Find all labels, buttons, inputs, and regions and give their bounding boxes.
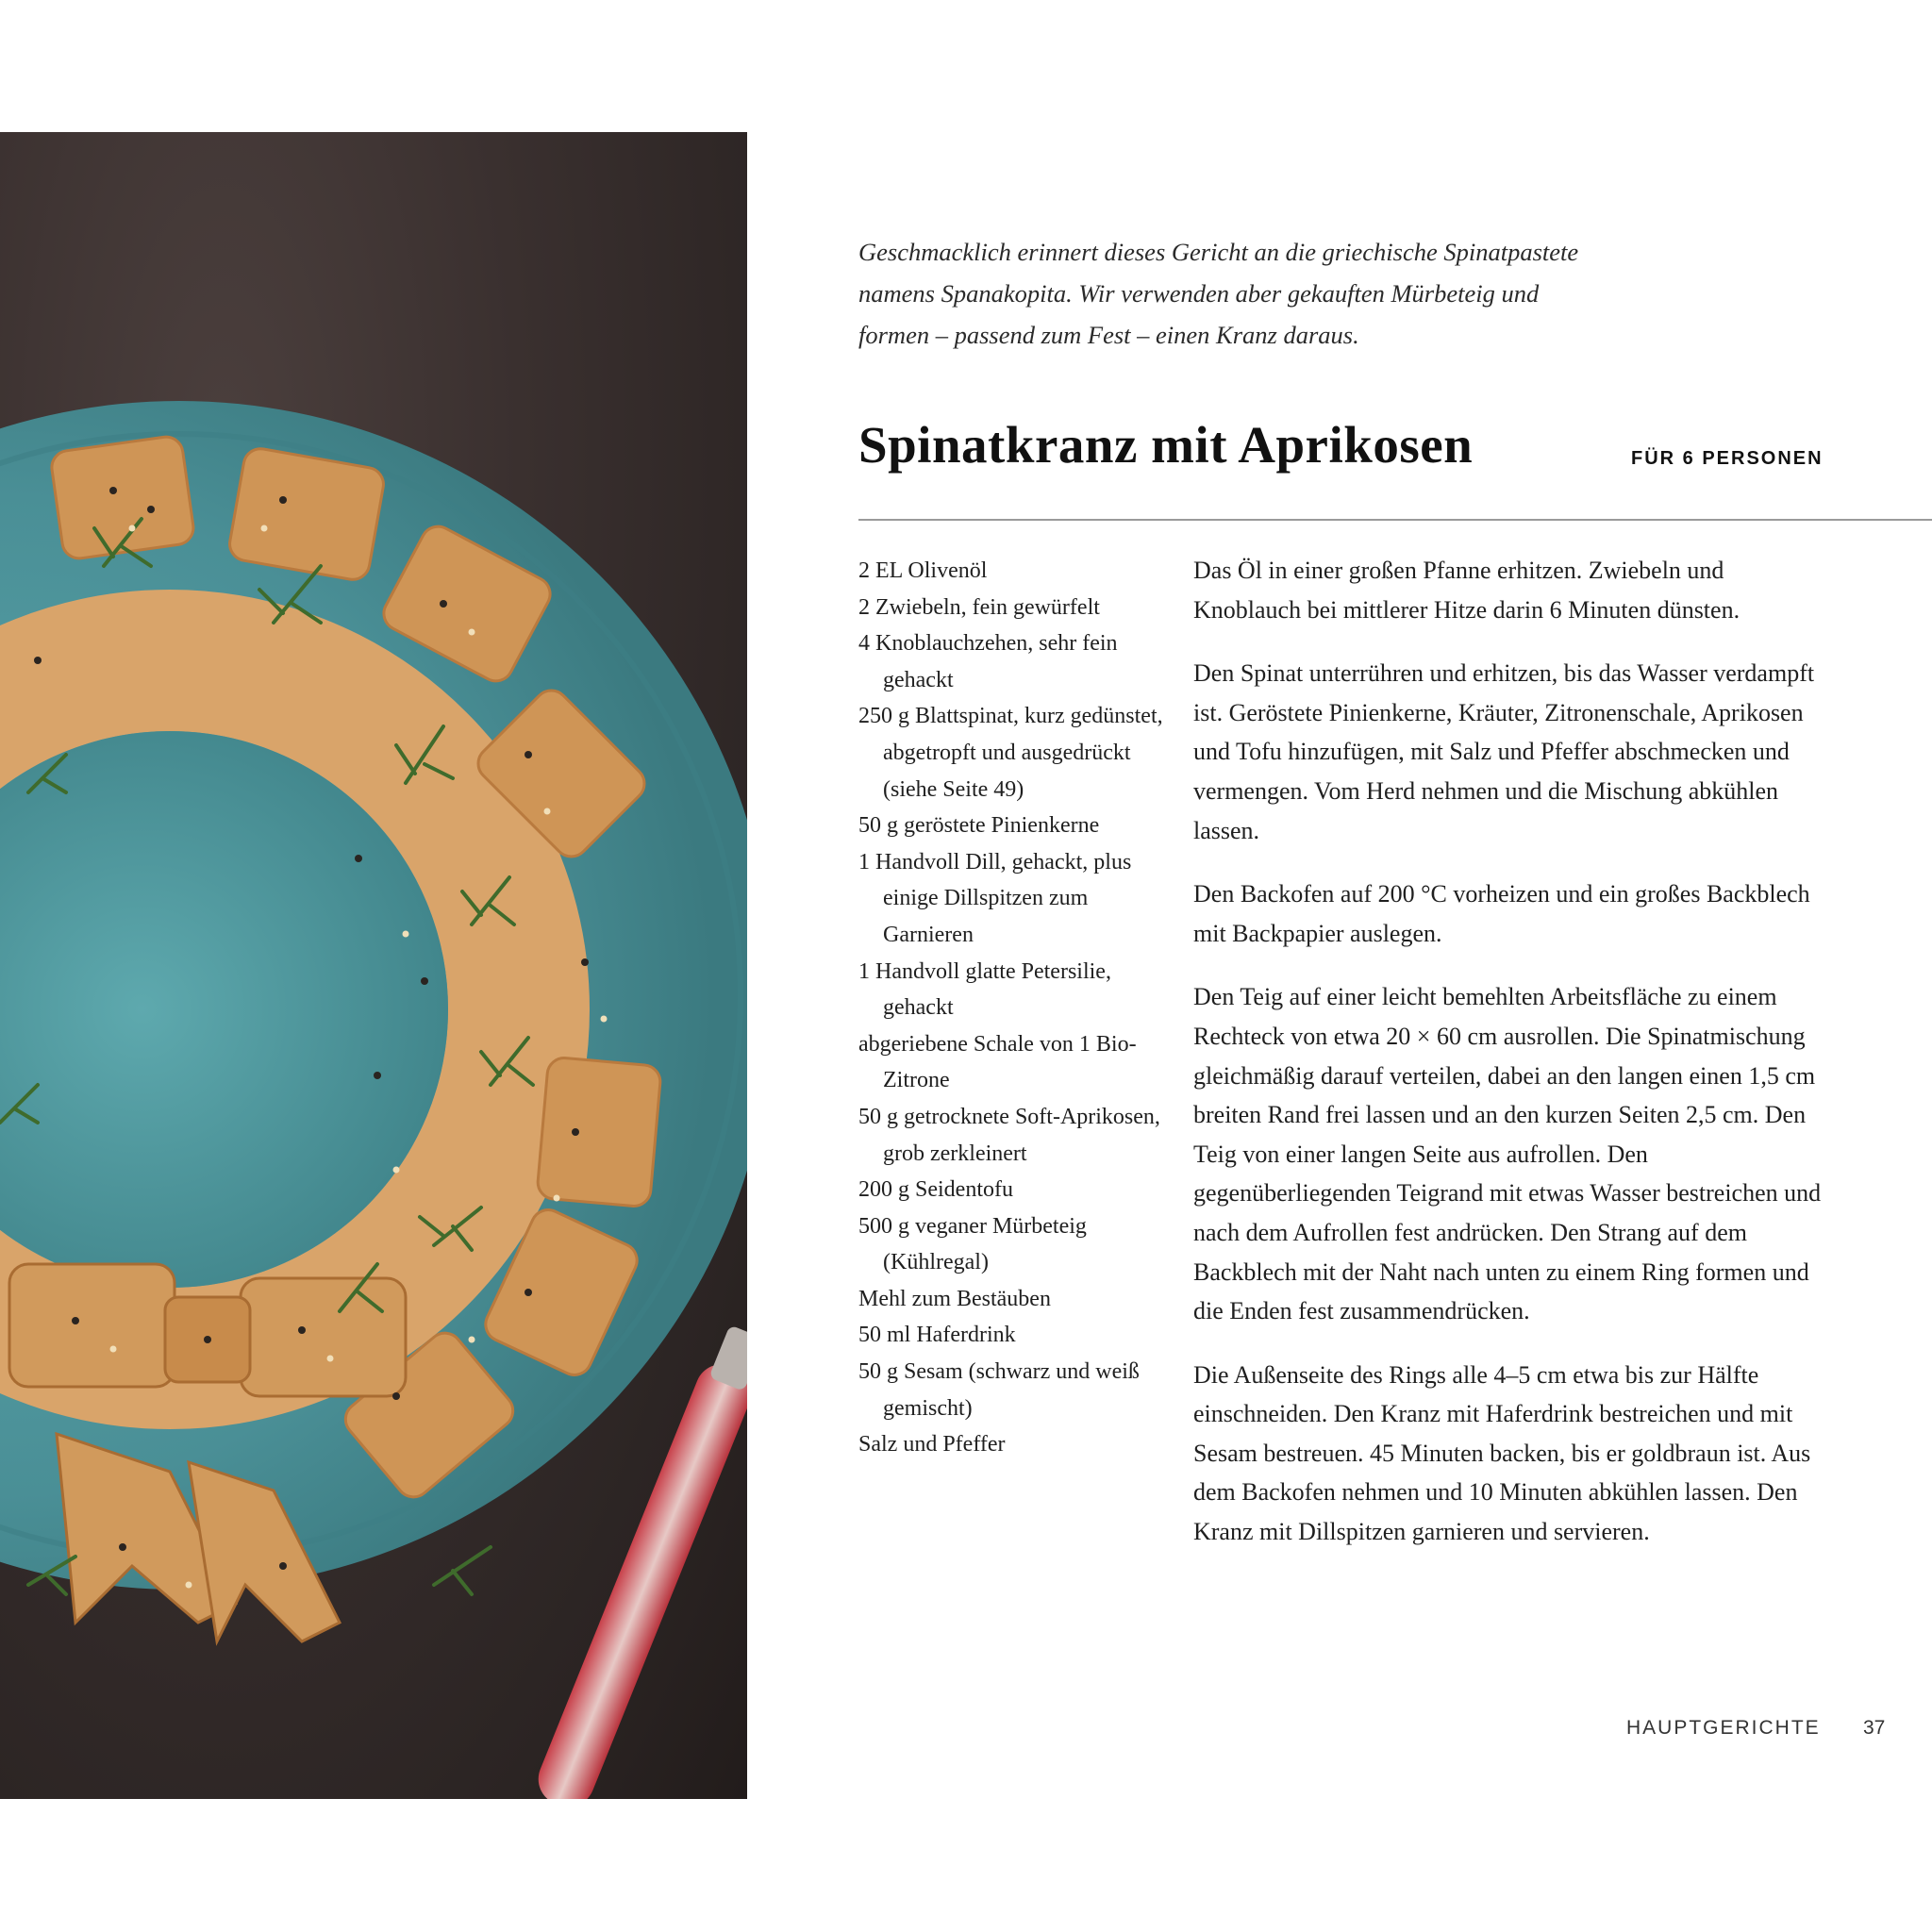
method-step: Den Teig auf einer leicht bemehlten Arbeitsfläche zu einem Rechteck von etwa 20 × 60 cm ausrollen. Die Spinatmischung gleichmäßig darauf verteilen, dabei an den langen einen 1,5 cm breiten Rand frei lassen und an den kurzen Seiten 2,5 cm. Den Teig von einer langen Seite aus aufrollen. Den gegenüberliegenden Teigrand mit etwas Wasser bestreichen und nach dem Aufrollen fest andrücken. Den Strang auf dem Backblech mit der Naht nach unten zu einem Ring formen und die Enden fest zusammendrücken.: [1193, 983, 1822, 1325]
recipe-photo: [0, 132, 747, 1799]
method-step: Das Öl in einer großen Pfanne erhitzen. Zwiebeln und Knoblauch bei mittlerer Hitze darin 6 Minuten dünsten.: [1193, 557, 1740, 624]
ingredient-item: 250 g Blattspinat, kurz gedünstet, abgetropft und ausgedrückt (siehe Seite 49): [858, 704, 1163, 802]
ingredient-item: 200 g Seidentofu: [858, 1177, 1013, 1203]
page-number: 37: [1863, 1717, 1886, 1739]
ingredient-item: 500 g veganer Mürbeteig (Kühlregal): [858, 1213, 1087, 1275]
ingredient-item: Salz und Pfeffer: [858, 1432, 1006, 1457]
ingredient-item: 50 g geröstete Pinienkerne: [858, 813, 1100, 839]
servings-label: FÜR 6 PERSONEN: [1631, 448, 1824, 469]
ingredients-list: [858, 553, 1170, 1463]
ingredient-item: Mehl zum Bestäuben: [858, 1286, 1051, 1311]
ingredient-item: 1 Handvoll Dill, gehackt, plus einige Dillspitzen zum Garnieren: [858, 849, 1132, 947]
method-step: Den Backofen auf 200 °C vorheizen und ein großes Backblech mit Backpapier auslegen.: [1193, 880, 1810, 947]
ingredient-item: 4 Knoblauchzehen, sehr fein gehackt: [858, 631, 1118, 692]
title-divider: [858, 519, 1932, 521]
intro-text: Geschmacklich erinnert dieses Gericht an die griechische Spinatpastete namens Spanakopita. Wir verwenden aber gekauften Mürbeteig und formen – passend zum Fest – einen Kranz daraus.: [858, 238, 1579, 349]
ingredient-item: 50 g getrocknete Soft-Aprikosen, grob zerkleinert: [858, 1104, 1160, 1166]
ingredient-item: 50 ml Haferdrink: [858, 1323, 1016, 1348]
ingredient-item: 1 Handvoll glatte Petersilie, gehackt: [858, 958, 1111, 1021]
section-name: HAUPTGERICHTE: [1626, 1717, 1821, 1739]
method-step: Die Außenseite des Rings alle 4–5 cm etwa bis zur Hälfte einschneiden. Den Kranz mit Haferdrink bestreichen und mit Sesam bestreuen. 45 Minuten backen, bis er goldbraun ist. Aus dem Backofen nehmen und 10 Minuten abkühlen lassen. Den Kranz mit Dillspitzen garnieren und servieren.: [1193, 1360, 1811, 1546]
ingredient-item: 2 Zwiebeln, fein gewürfelt: [858, 594, 1100, 620]
recipe-title: Spinatkranz mit Aprikosen: [858, 416, 1474, 474]
ingredient-item: 2 EL Olivenöl: [858, 558, 988, 583]
method-steps: [1193, 551, 1835, 1576]
ingredient-item: 50 g Sesam (schwarz und weiß gemischt): [858, 1359, 1140, 1421]
method-step: Den Spinat unterrühren und erhitzen, bis das Wasser verdampft ist. Geröstete Pinienkerne, Kräuter, Zitronenschale, Aprikosen und Tofu hinzufügen, mit Salz und Pfeffer abschmecken und vermengen. Vom Herd nehmen und die Mischung abkühlen lassen.: [1193, 659, 1815, 844]
ingredient-item: abgeriebene Schale von 1 Bio-Zitrone: [858, 1031, 1137, 1093]
wreath-illustration: [0, 132, 747, 1799]
